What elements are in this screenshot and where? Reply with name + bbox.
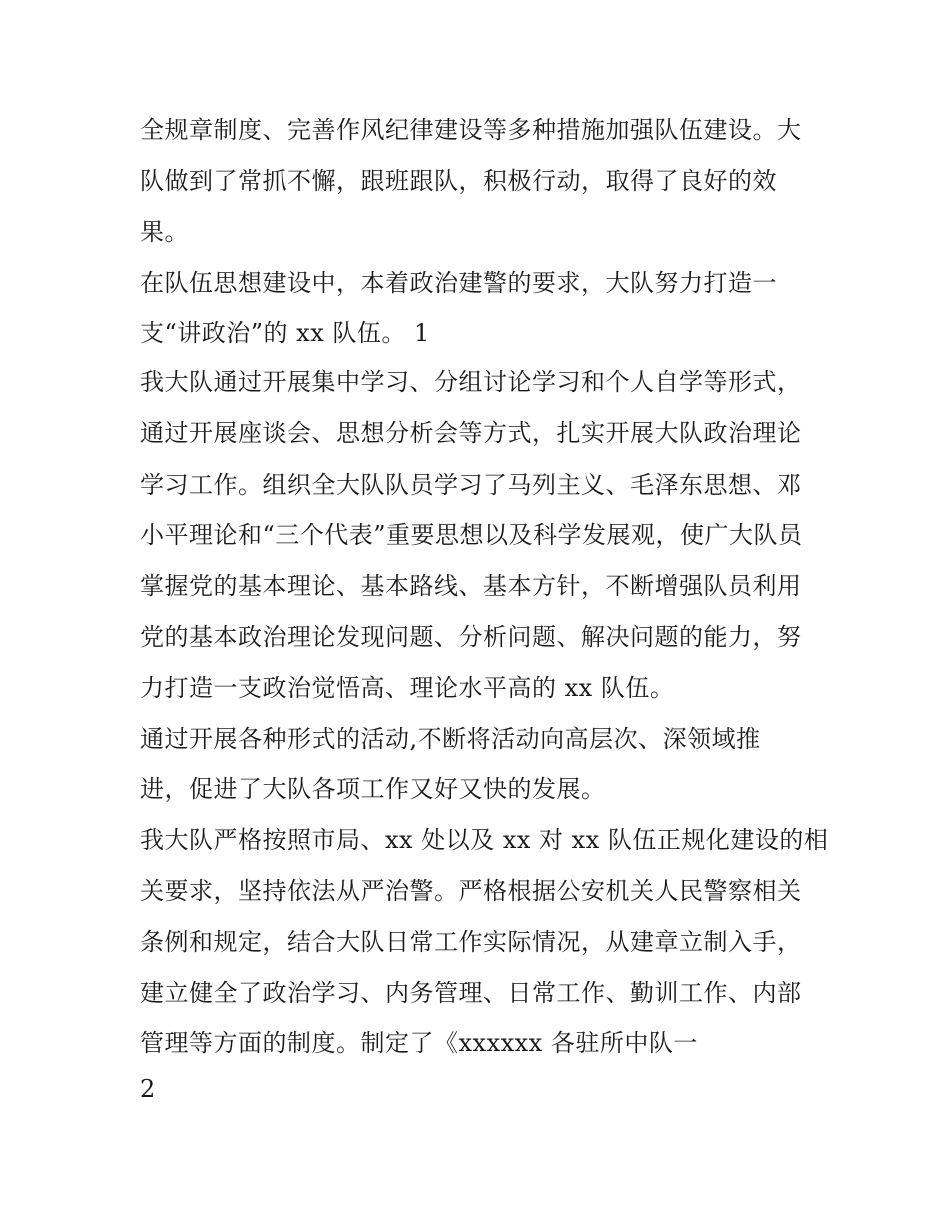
text-line: 进，促进了大队各项工作又好又快的发展。 [140,775,606,803]
text-line: 通过开展座谈会、思想分析会等方式，扎实开展大队政治理论 [140,419,802,447]
text-line: 全规章制度、完善作风纪律建设等多种措施加强队伍建设。大 [140,116,802,144]
text-line: 学习工作。组织全大队队员学习了马列主义、毛泽东思想、邓 [140,471,802,499]
text-line: 力打造一支政治觉悟高、理论水平高的 xx 队伍。 [140,674,675,702]
text-line: 掌握党的基本理论、基本路线、基本方针，不断增强队员利用 [140,572,802,600]
text-line: 在队伍思想建设中，本着政治建警的要求，大队努力打造一 [140,269,777,297]
text-line: 建立健全了政治学习、内务管理、日常工作、勤训工作、内部 [140,979,802,1007]
text-line: 条例和规定，结合大队日常工作实际情况，从建章立制入手， [140,928,802,956]
text-line: 队做到了常抓不懈，跟班跟队，积极行动，取得了良好的效 [140,167,777,195]
text-line: 关要求，坚持依法从严治警。严格根据公安机关人民警察相关 [140,877,802,905]
text-line: 通过开展各种形式的活动,不断将活动向高层次、深领域推 [140,725,761,753]
text-line: 管理等方面的制度。制定了《xxxxxx 各驻所中队一 [140,1029,698,1057]
text-line: 我大队通过开展集中学习、分组讨论学习和个人自学等形式， [140,368,802,396]
text-line: 我大队严格按照市局、xx 处以及 xx 对 xx 队伍正规化建设的相 [140,826,829,854]
page-number: 2 [140,1075,156,1103]
text-line: 支“讲政治”的 xx 队伍。 1 [140,319,430,347]
text-line: 小平理论和“三个代表”重要思想以及科学发展观，使广大队员 [140,521,803,549]
text-line: 党的基本政治理论发现问题、分析问题、解决问题的能力，努 [140,623,802,651]
text-line: 果。 [140,218,189,246]
